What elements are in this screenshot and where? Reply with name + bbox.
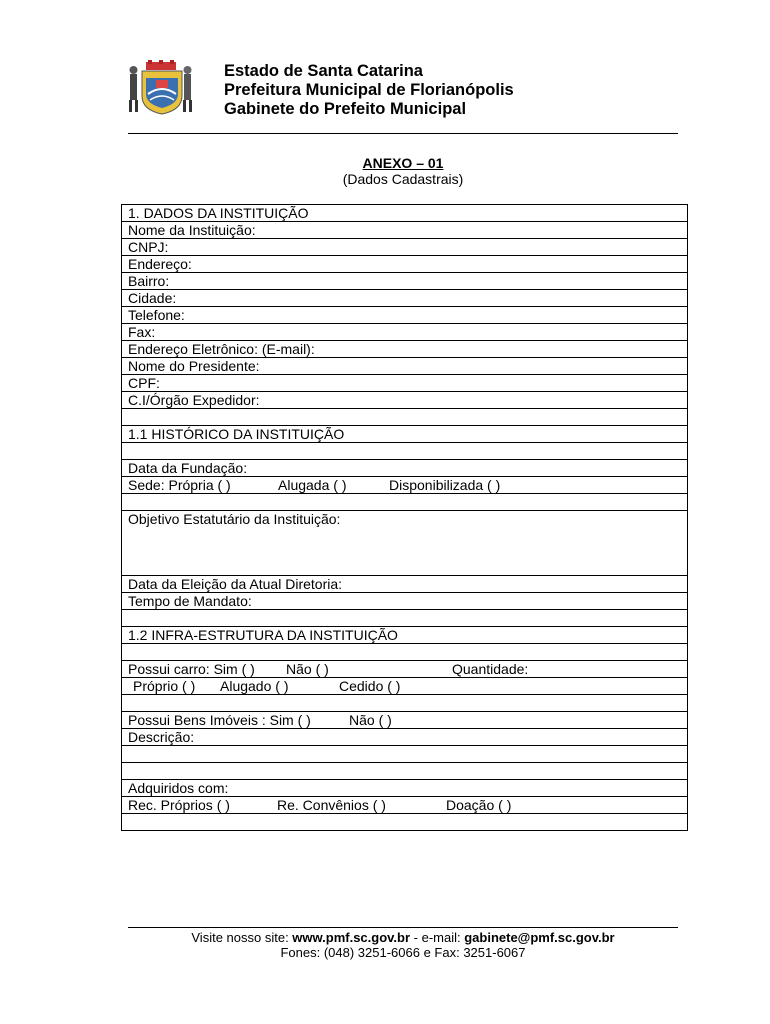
rec-proprios-option: Rec. Próprios ( ) xyxy=(128,797,230,813)
doacao-option: Doação ( ) xyxy=(446,797,512,813)
field-telefone: Telefone: xyxy=(122,307,687,324)
footer-email-link[interactable]: gabinete@pmf.sc.gov.br xyxy=(464,930,615,945)
bens-sim-option: Possui Bens Imóveis : Sim ( ) xyxy=(128,712,311,728)
field-possui-carro xyxy=(122,661,687,678)
empty-row xyxy=(122,746,687,763)
field-email: Endereço Eletrônico: (E-mail): xyxy=(122,341,687,358)
empty-row xyxy=(122,814,687,831)
sede-propria-option: Sede: Própria ( ) xyxy=(128,477,231,493)
footer-site-link[interactable]: www.pmf.sc.gov.br xyxy=(292,930,411,945)
empty-row xyxy=(122,409,687,426)
field-cidade: Cidade: xyxy=(122,290,687,307)
footer-contact-line xyxy=(0,930,770,945)
footer-phones: Fones: (048) 3251-6066 e Fax: 3251-6067 xyxy=(280,945,526,960)
sede-alugada-option: Alugada ( ) xyxy=(278,477,347,493)
header-state: Estado de Santa Catarina xyxy=(224,62,423,80)
field-descricao: Descrição: xyxy=(122,729,687,746)
empty-row xyxy=(122,610,687,627)
field-data-fundacao: Data da Fundação: xyxy=(122,460,687,477)
empty-row xyxy=(122,695,687,712)
header-cabinet: Gabinete do Prefeito Municipal xyxy=(224,100,467,118)
field-tipo-carro xyxy=(122,678,687,695)
carro-alugado-option: Alugado ( ) xyxy=(220,678,289,694)
field-presidente: Nome do Presidente: xyxy=(122,358,687,375)
bens-nao-option: Não ( ) xyxy=(349,712,392,728)
empty-row xyxy=(122,763,687,780)
section-heading-dados: 1. DADOS DA INSTITUIÇÃO xyxy=(122,205,687,222)
coat-of-arms-logo xyxy=(126,60,198,116)
carro-sim-option: Possui carro: Sim ( ) xyxy=(128,661,255,677)
footer-visite-label: Visite nosso site: xyxy=(191,930,293,945)
field-adquiridos-com: Adquiridos com: xyxy=(122,780,687,797)
footer-divider xyxy=(128,927,678,928)
document-subtitle: (Dados Cadastrais) xyxy=(342,171,464,187)
field-bairro: Bairro: xyxy=(122,273,687,290)
header-prefecture: Prefeitura Municipal de Florianópolis xyxy=(224,81,514,99)
section-heading-historico: 1.1 HISTÓRICO DA INSTITUIÇÃO xyxy=(122,426,687,443)
carro-proprio-option: Próprio ( ) xyxy=(133,678,196,694)
field-fax: Fax: xyxy=(122,324,687,341)
empty-row xyxy=(122,644,687,661)
carro-nao-option: Não ( ) xyxy=(286,661,329,677)
field-cnpj: CNPJ: xyxy=(122,239,687,256)
empty-row xyxy=(122,443,687,460)
carro-quantidade: Quantidade: xyxy=(452,661,529,677)
field-endereco: Endereço: xyxy=(122,256,687,273)
registration-form-table xyxy=(121,204,688,831)
field-data-eleicao: Data da Eleição da Atual Diretoria: xyxy=(122,576,687,593)
field-objetivo-estatutario: Objetivo Estatutário da Instituição: xyxy=(122,511,687,576)
header-divider xyxy=(128,133,678,134)
convenios-option: Re. Convênios ( ) xyxy=(277,797,386,813)
sede-disponibilizada-option: Disponibilizada ( ) xyxy=(389,477,501,493)
field-nome-instituicao: Nome da Instituição: xyxy=(122,222,687,239)
field-ci-orgao: C.I/Órgão Expedidor: xyxy=(122,392,687,409)
field-origem-recursos xyxy=(122,797,687,814)
section-heading-infraestrutura: 1.2 INFRA-ESTRUTURA DA INSTITUIÇÃO xyxy=(122,627,687,644)
carro-cedido-option: Cedido ( ) xyxy=(339,678,401,694)
document-title: ANEXO – 01 xyxy=(362,155,444,171)
field-tempo-mandato: Tempo de Mandato: xyxy=(122,593,687,610)
footer xyxy=(0,930,770,960)
footer-email-label: - e-mail: xyxy=(410,930,465,945)
field-cpf: CPF: xyxy=(122,375,687,392)
header-block xyxy=(224,62,514,119)
field-bens-imoveis xyxy=(122,712,687,729)
field-sede xyxy=(122,477,687,494)
empty-row xyxy=(122,494,687,511)
